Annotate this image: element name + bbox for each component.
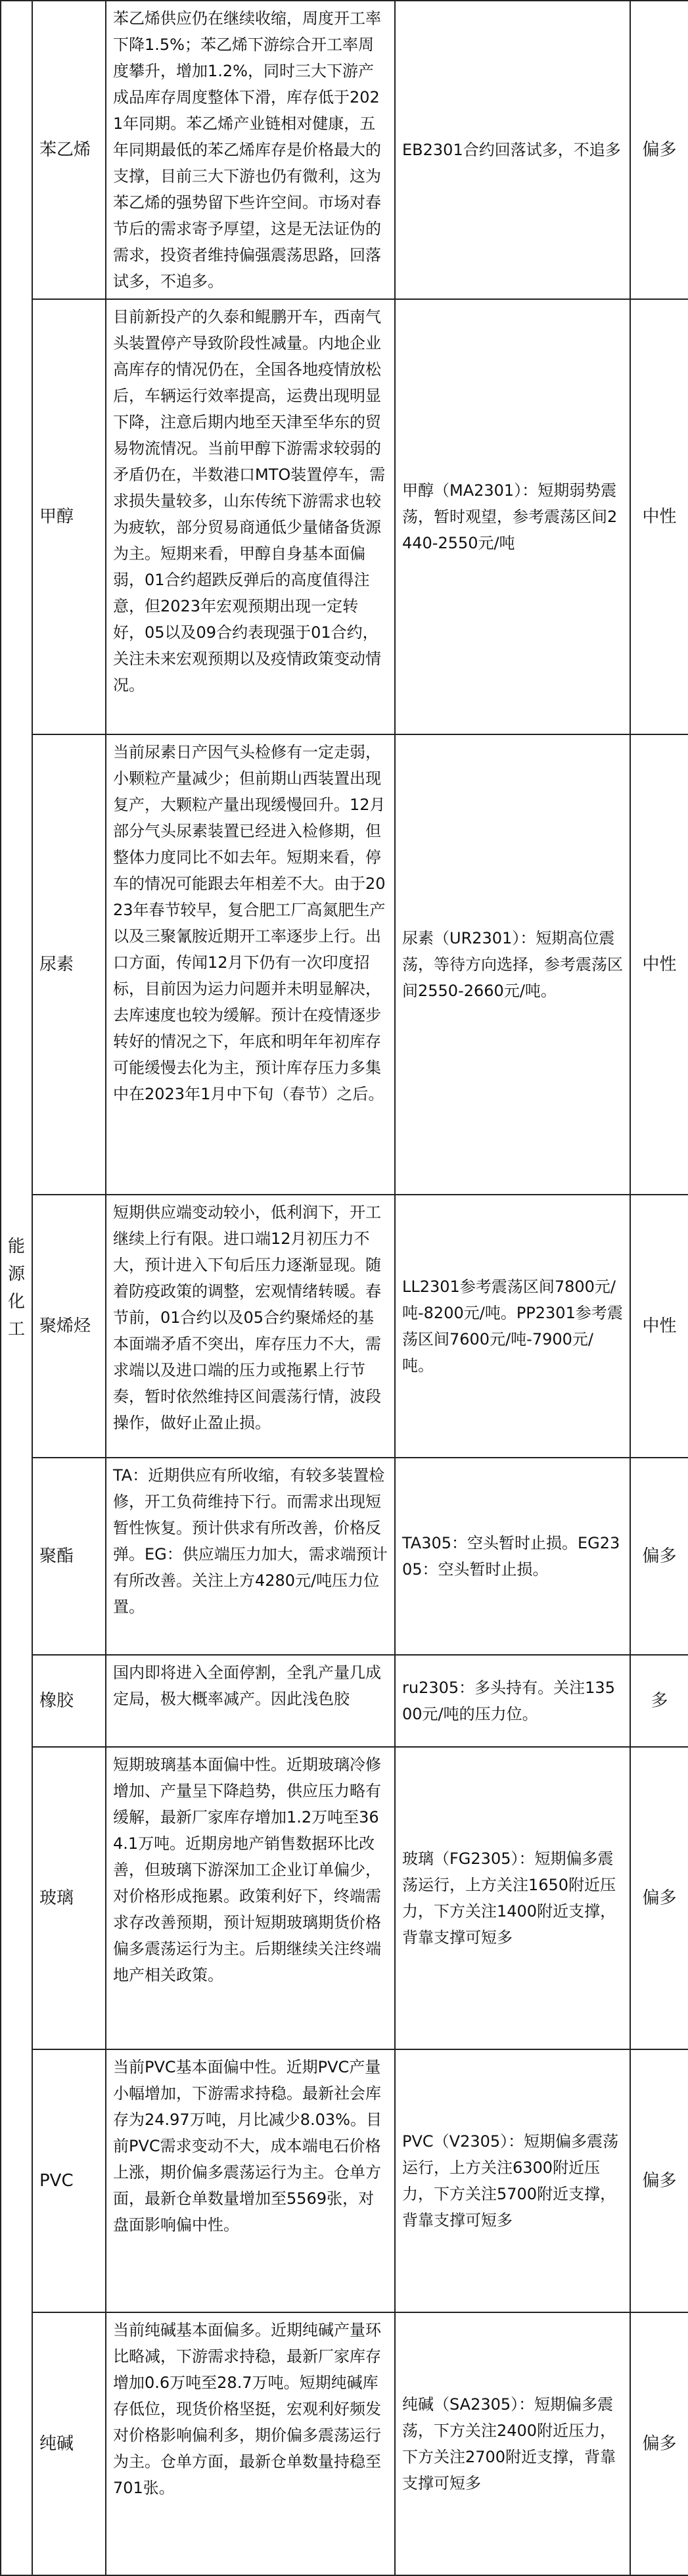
strategy-cell: 纯碱（SA2305）：短期偏多震荡，下方关注2400附近压力，下方关注2700附近支撑，背靠支撑可短多 [395,2312,630,2575]
product-cell: 聚烯烃 [32,1195,106,1458]
product-cell: 纯碱 [32,2312,106,2575]
table-row [1,2312,688,2575]
analysis-cell: 国内即将进入全面停割，全乳产量几成定局，极大概率减产。因此浅色胶 [106,1655,395,1747]
table-row [1,1,688,299]
view-cell: 偏多 [630,2312,688,2575]
analysis-cell: 苯乙烯供应仍在继续收缩，周度开工率下降1.5%；苯乙烯下游综合开工率周度攀升，增加1.2%，同时三大下游产成品库存周度整体下滑，库存低于2021年同期。苯乙烯产业链相对健康，五年同期最低的苯乙烯库存是价格最大的支撑，目前三大下游也仍有微利，这为苯乙烯的强势留下些许空间。市场对春节后的需求寄予厚望，这是无法证伪的需求，投资者维持偏强震荡思路，回落试多，不追多。 [106,1,395,299]
product-cell: 橡胶 [32,1655,106,1747]
view-cell: 偏多 [630,1747,688,2049]
analysis-cell: TA：近期供应有所收缩，有较多装置检修，开工负荷维持下行。而需求出现短暂性恢复。预计供求有所改善，价格反弹。EG：供应端压力加大，需求端预计有所改善。关注上方4280元/吨压力位置。 [106,1458,395,1655]
table-row [1,299,688,734]
product-cell: 聚酯 [32,1458,106,1655]
analysis-cell: 短期供应端变动较小，低利润下，开工继续上行有限。进口端12月初压力不大，预计进入下旬后压力逐渐显现。随着防疫政策的调整，宏观情绪转暖。春节前，01合约以及05合约聚烯烃的基本面端矛盾不突出，库存压力不大，需求端以及进口端的压力或拖累上行节奏，暂时依然维持区间震荡行情，波段操作，做好止盈止损。 [106,1195,395,1458]
strategy-cell: TA305：空头暂时止损。EG2305：空头暂时止损。 [395,1458,630,1655]
view-cell: 偏多 [630,2049,688,2312]
analysis-cell: 当前尿素日产因气头检修有一定走弱，小颗粒产量减少；但前期山西装置出现复产，大颗粒产量出现缓慢回升。12月部分气头尿素装置已经进入检修期，但整体力度同比不如去年。短期来看，停车的情况可能跟去年相差不大。由于2023年春节较早，复合肥工厂高氮肥生产以及三聚氰胺近期开工率逐步上行。出口方面，传闻12月下仍有一次印度招标，目前因为运力问题并未明显解决，去库速度也较为缓解。预计在疫情逐步转好的情况之下，年底和明年年初库存可能缓慢去化为主，预计库存压力多集中在2023年1月中下旬（春节）之后。 [106,734,395,1195]
table-row [1,1458,688,1655]
product-cell: 苯乙烯 [32,1,106,299]
product-cell: 尿素 [32,734,106,1195]
strategy-cell: 尿素（UR2301）：短期高位震荡，等待方向选择，参考震荡区间2550-2660元/吨。 [395,734,630,1195]
table-row [1,2049,688,2312]
analysis-cell: 当前PVC基本面偏中性。近期PVC产量小幅增加，下游需求持稳。最新社会库存为24.97万吨，月比减少8.03%。目前PVC需求变动不大，成本端电石价格上涨，期价偏多震荡运行为主。仓单方面，最新仓单数量增加至5569张，对盘面影响偏中性。 [106,2049,395,2312]
sector-label: 能源化工 [7,1237,25,1339]
product-cell: 玻璃 [32,1747,106,2049]
strategy-cell: LL2301参考震荡区间7800元/吨-8200元/吨。PP2301参考震荡区间7600元/吨-7900元/吨。 [395,1195,630,1458]
product-cell: 甲醇 [32,299,106,734]
table-row [1,1195,688,1458]
view-cell: 偏多 [630,1458,688,1655]
table-row [1,1747,688,2049]
sector-cell [1,1,32,2575]
view-cell: 中性 [630,734,688,1195]
table-row [1,734,688,1195]
product-cell: PVC [32,2049,106,2312]
table-row [1,1655,688,1747]
strategy-cell: PVC（V2305）：短期偏多震荡运行，上方关注6300附近压力，下方关注5700附近支撑，背靠支撑可短多 [395,2049,630,2312]
strategy-cell: 玻璃（FG2305）：短期偏多震荡运行，上方关注1650附近压力，下方关注1400附近支撑，背靠支撑可短多 [395,1747,630,2049]
strategy-cell: 甲醇（MA2301）：短期弱势震荡，暂时观望，参考震荡区间2440-2550元/吨 [395,299,630,734]
analysis-cell: 目前新投产的久泰和鲲鹏开车，西南气头装置停产导致阶段性减量。内地企业高库存的情况仍在，全国各地疫情放松后，车辆运行效率提高，运费出现明显下降，注意后期内地至天津至华东的贸易物流情况。当前甲醇下游需求较弱的矛盾仍在，半数港口MTO装置停车，需求损失量较多，山东传统下游需求也较为疲软，部分贸易商通低少量储备货源为主。短期来看，甲醇自身基本面偏弱，01合约超跌反弹后的高度值得注意，但2023年宏观预期出现一定转好，05以及09合约表现强于01合约，关注未来宏观预期以及疫情政策变动情况。 [106,299,395,734]
analysis-cell: 短期玻璃基本面偏中性。近期玻璃冷修增加、产量呈下降趋势，供应压力略有缓解，最新厂家库存增加1.2万吨至364.1万吨。近期房地产销售数据环比改善，但玻璃下游深加工企业订单偏少，对价格形成拖累。政策利好下，终端需求存改善预期，预计短期玻璃期货价格偏多震荡运行为主。后期继续关注终端地产相关政策。 [106,1747,395,2049]
strategy-cell: ru2305：多头持有。关注13500元/吨的压力位。 [395,1655,630,1747]
view-cell: 多 [630,1655,688,1747]
view-cell: 中性 [630,1195,688,1458]
view-cell: 偏多 [630,1,688,299]
strategy-cell: EB2301合约回落试多，不追多 [395,1,630,299]
view-cell: 中性 [630,299,688,734]
analysis-cell: 当前纯碱基本面偏多。近期纯碱产量环比略减，下游需求持稳，最新厂家库存增加0.6万吨至28.7万吨。短期纯碱库存低位，现货价格坚挺，宏观利好频发对价格影响偏利多，期价偏多震荡运行为主。仓单方面，最新仓单数量持稳至701张。 [106,2312,395,2575]
